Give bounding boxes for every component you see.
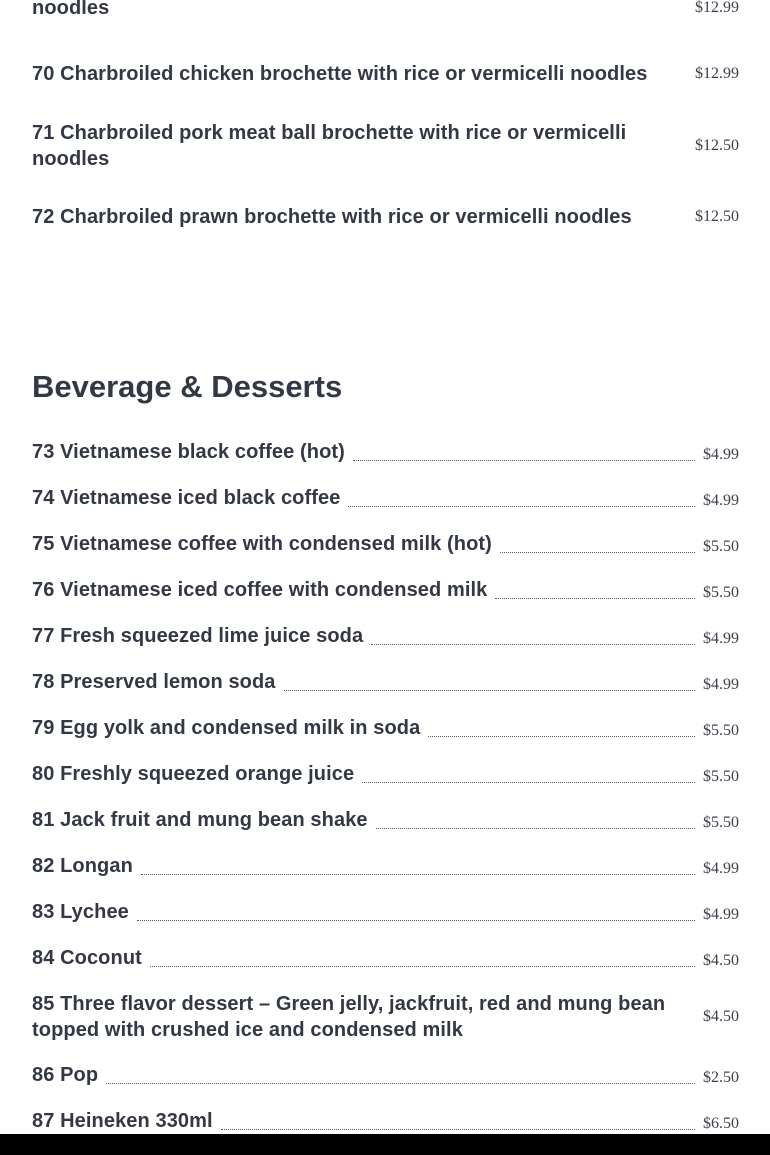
menu-item-price: $12.50: [695, 208, 739, 225]
dot-leader: [376, 828, 695, 829]
menu-item-name: 81 Jack fruit and mung bean shake: [32, 809, 368, 831]
menu-item-price: $4.99: [703, 492, 739, 509]
menu-item-name: 86 Pop: [32, 1064, 99, 1086]
menu-item-price: $5.50: [703, 538, 739, 555]
menu-item-name: 82 Longan: [32, 855, 133, 877]
dot-leader: [221, 1129, 695, 1130]
dot-leader: [137, 920, 695, 921]
menu-item: [32, 623, 739, 649]
dot-leader: [106, 1083, 695, 1084]
dot-leader: [500, 552, 695, 553]
menu-item-name: 77 Fresh squeezed lime juice soda: [32, 625, 364, 647]
menu-item-price: $4.99: [703, 676, 739, 693]
menu-item-name: 75 Vietnamese coffee with condensed milk (hot): [32, 533, 492, 555]
menu-item-name: 71 Charbroiled pork meat ball brochette with rice or vermicelli noodles: [32, 122, 627, 170]
dot-leader: [141, 874, 695, 875]
menu-item: [32, 485, 739, 511]
menu-item-name: 80 Freshly squeezed orange juice: [32, 763, 355, 785]
menu-item-name: 72 Charbroiled prawn brochette with rice or vermicelli noodles: [32, 206, 632, 228]
menu-item-price: $6.50: [703, 1115, 739, 1132]
menu-item: [32, 991, 739, 1043]
menu-item: [32, 1108, 739, 1134]
menu-item: [32, 807, 739, 833]
menu-item-name: 85 Three flavor dessert – Green jelly, jackfruit, red and mung bean topped with crushed ice and condensed milk: [32, 993, 666, 1041]
menu-item: [32, 439, 739, 465]
menu-item-price: $4.99: [703, 630, 739, 647]
dot-leader: [284, 690, 695, 691]
bottom-bar: [0, 1134, 770, 1155]
menu-item-price: $4.50: [703, 952, 739, 969]
menu-item: [32, 48, 739, 100]
menu-item-price: $5.50: [703, 768, 739, 785]
menu-item-price: $4.99: [703, 860, 739, 877]
dot-leader: [428, 736, 695, 737]
section-title: Beverage & Desserts: [32, 369, 343, 404]
dot-leader: [150, 966, 695, 967]
menu-item-name: 70 Charbroiled chicken brochette with rice or vermicelli noodles: [32, 63, 648, 85]
menu-item-price: $2.50: [703, 1069, 739, 1086]
dot-leader: [362, 782, 695, 783]
menu-item: [32, 1062, 739, 1088]
menu-item: [32, 577, 739, 603]
dot-leader: [353, 460, 695, 461]
menu-item-name: 84 Coconut: [32, 947, 142, 969]
menu-item: [32, 761, 739, 787]
menu-item: [32, 531, 739, 557]
menu-item-price: $4.99: [703, 906, 739, 923]
menu-item: [32, 191, 739, 243]
menu-item: [32, 0, 739, 28]
menu-item-price: $5.50: [703, 722, 739, 739]
menu-item-name: noodles: [32, 0, 110, 19]
menu-item-name: 87 Heineken 330ml: [32, 1110, 213, 1132]
menu-item-price: $4.99: [703, 446, 739, 463]
menu-item-name: 73 Vietnamese black coffee (hot): [32, 441, 345, 463]
dot-leader: [348, 506, 695, 507]
menu-item-price: $4.50: [703, 1008, 739, 1025]
menu-item-name: 78 Preserved lemon soda: [32, 671, 276, 693]
dot-leader: [495, 598, 695, 599]
menu-item: [32, 853, 739, 879]
menu-item-price: $5.50: [703, 584, 739, 601]
menu-item: [32, 669, 739, 695]
menu-item-name: 76 Vietnamese iced coffee with condensed milk: [32, 579, 488, 601]
menu-item-price: $12.99: [695, 65, 739, 82]
menu-item-price: $12.99: [695, 0, 739, 16]
menu-item: [32, 120, 739, 172]
menu-item-price: $5.50: [703, 814, 739, 831]
menu-item-name: 83 Lychee: [32, 901, 129, 923]
menu-item: [32, 715, 739, 741]
menu-item: [32, 899, 739, 925]
menu-item-name: 79 Egg yolk and condensed milk in soda: [32, 717, 421, 739]
menu-item-price: $12.50: [695, 137, 739, 154]
menu-item-name: 74 Vietnamese iced black coffee: [32, 487, 341, 509]
menu-item: [32, 945, 739, 971]
dot-leader: [371, 644, 695, 645]
